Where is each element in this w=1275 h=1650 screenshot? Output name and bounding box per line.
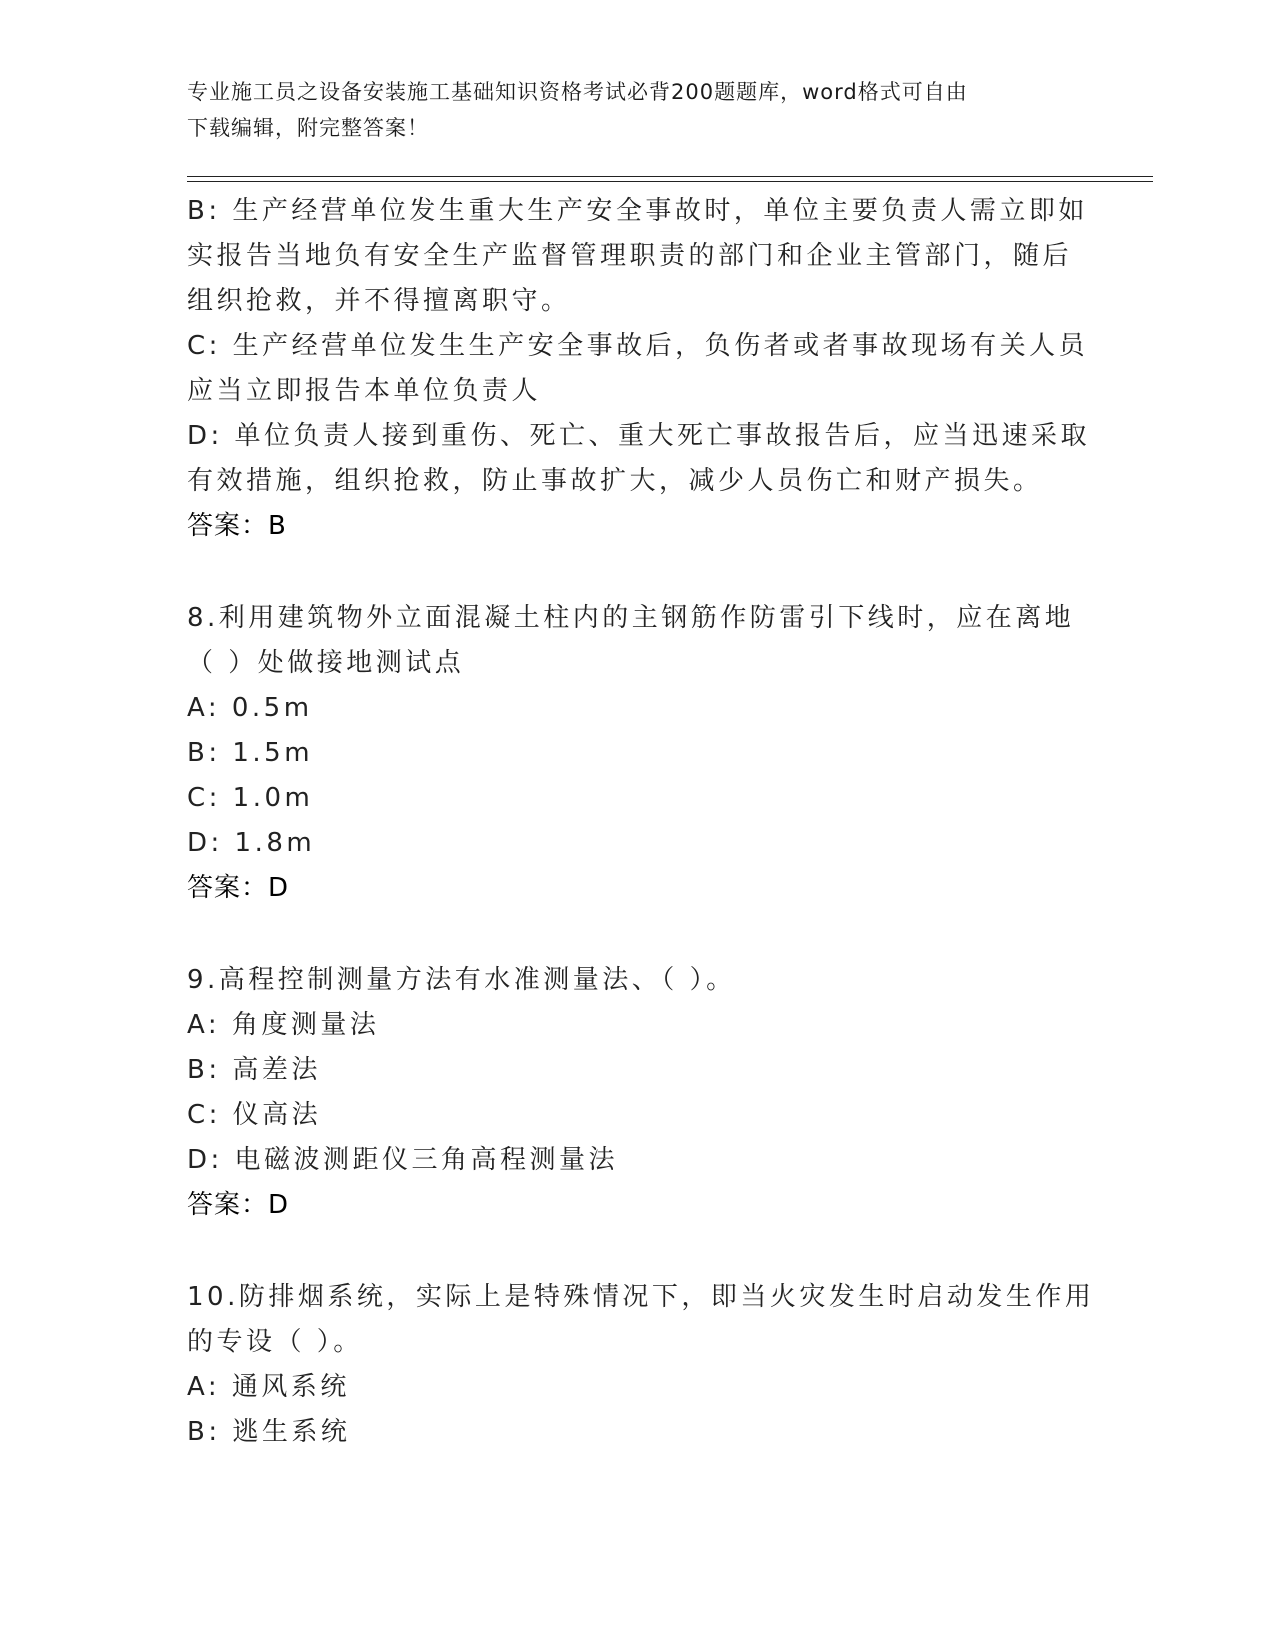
header-divider-top [187,176,1153,177]
option-d-line-1: D: 单位负责人接到重伤、死亡、重大死亡事故报告后，应当迅速采取 [187,421,1091,451]
option-d: D: 1.8m [187,828,316,858]
option-b-line-3: 组织抢救，并不得擅离职守。 [187,286,571,316]
spacer [187,911,1077,958]
option-a: A: 0.5m [187,693,313,723]
answer: 答案：D [187,873,290,903]
spacer [187,1228,1077,1275]
question-stem-line-1: 10.防排烟系统，实际上是特殊情况下，即当火灾发生时启动发生作用 [187,1282,1095,1312]
option-d: D: 电磁波测距仪三角高程测量法 [187,1145,619,1175]
question-stem: 9.高程控制测量方法有水准测量法、（ ）。 [187,965,736,995]
answer: 答案：B [187,511,287,541]
option-c-line-2: 应当立即报告本单位负责人 [187,376,542,406]
question-stem-line-1: 8.利用建筑物外立面混凝土柱内的主钢筋作防雷引下线时，应在离地 [187,603,1075,633]
answer: 答案：D [187,1190,290,1220]
option-c-line-1: C: 生产经营单位发生生产安全事故后，负伤者或者事故现场有关人员 [187,331,1089,361]
question-8 [187,596,1077,911]
option-b: B: 高差法 [187,1055,321,1085]
header-line-1: 专业施工员之设备安装施工基础知识资格考试必背200题题库，word格式可自由 [187,80,968,104]
question-10 [187,1275,1095,1455]
option-b: B: 逃生系统 [187,1417,351,1447]
document-header [187,74,1067,146]
option-c: C: 1.0m [187,783,314,813]
option-b-line-2: 实报告当地负有安全生产监督管理职责的部门和企业主管部门，随后 [187,241,1073,271]
header-divider-bottom [187,181,1153,182]
question-9 [187,958,1077,1228]
question-stem-line-2: 的专设（ ）。 [187,1327,363,1357]
question-7 [187,189,1091,549]
question-stem-line-2: （ ）处做接地测试点 [187,648,465,678]
option-a: A: 角度测量法 [187,1010,380,1040]
option-d-line-2: 有效措施，组织抢救，防止事故扩大，减少人员伤亡和财产损失。 [187,466,1043,496]
question-list [187,189,1095,1455]
option-b-line-1: B: 生产经营单位发生重大生产安全事故时，单位主要负责人需立即如 [187,196,1088,226]
header-line-2: 下载编辑，附完整答案！ [187,116,429,140]
spacer [187,549,1077,596]
option-a: A: 通风系统 [187,1372,350,1402]
option-c: C: 仪高法 [187,1100,322,1130]
option-b: B: 1.5m [187,738,314,768]
